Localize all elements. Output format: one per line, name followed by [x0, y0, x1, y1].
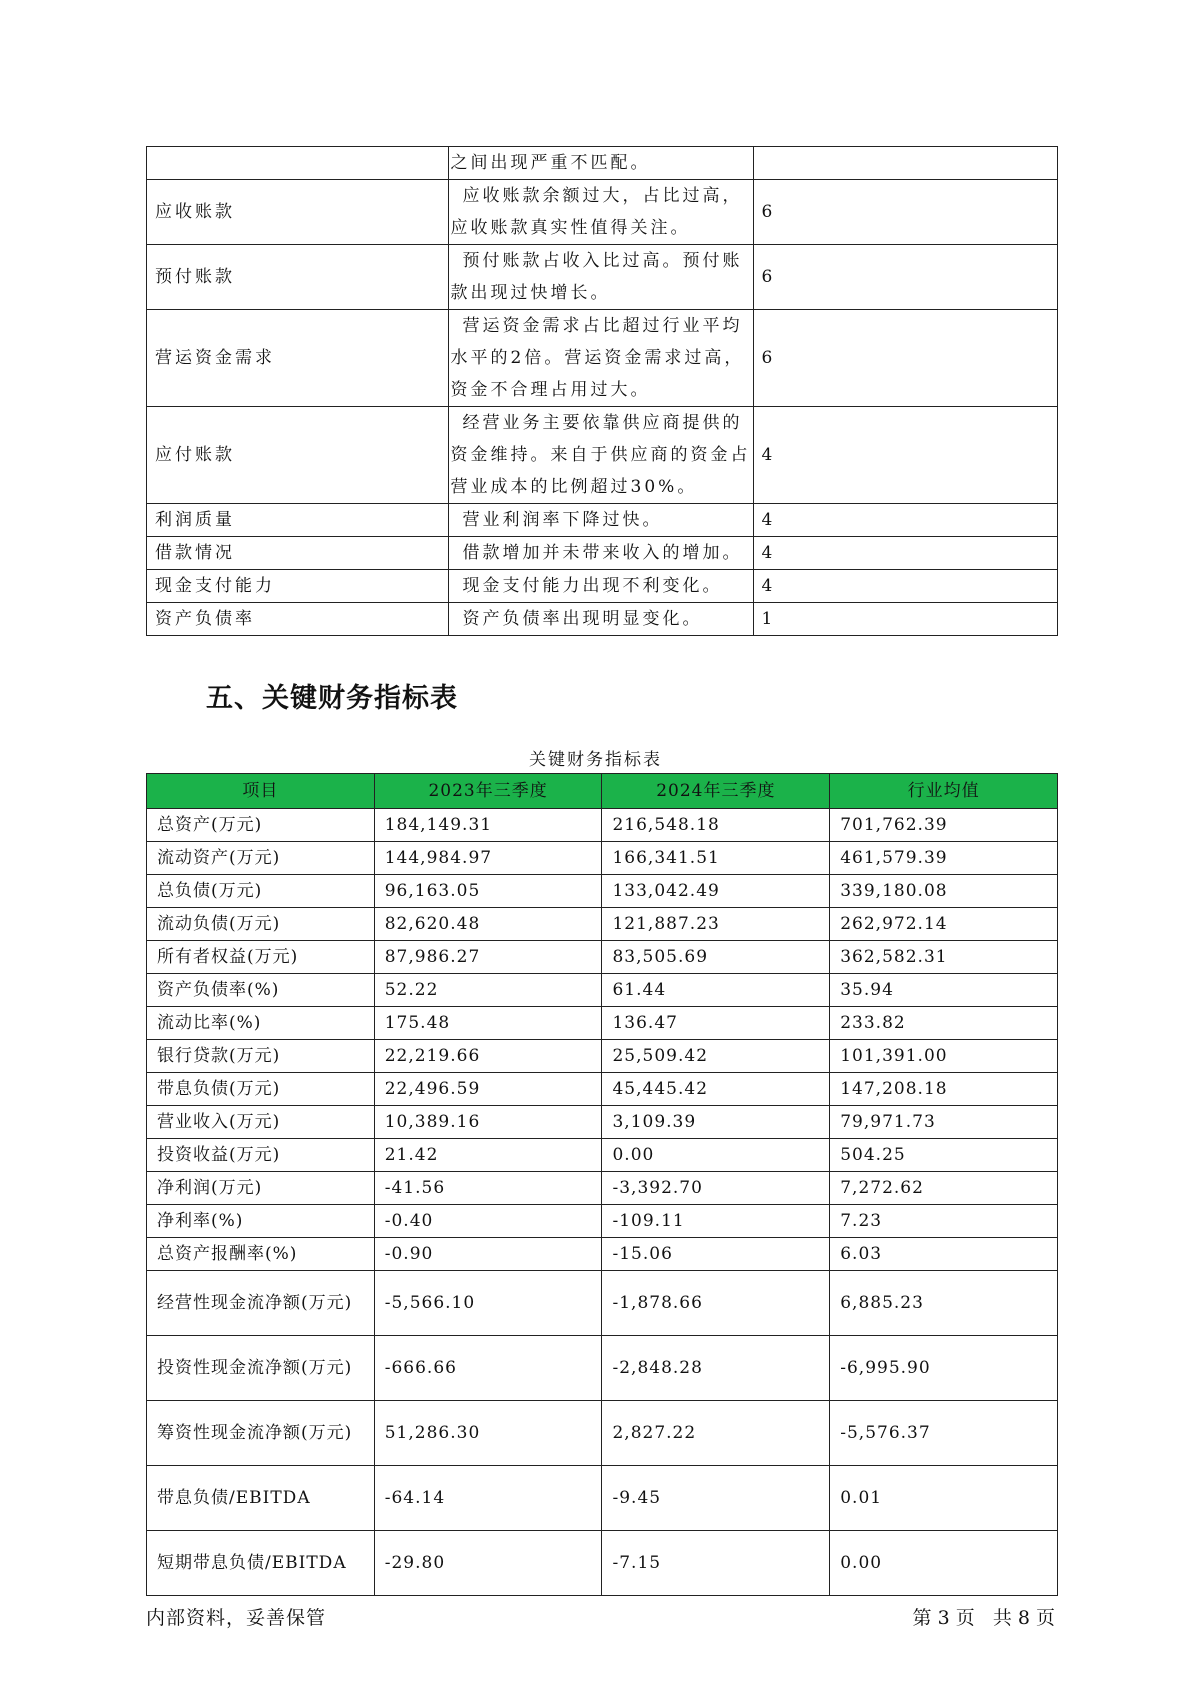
table-row	[147, 809, 1058, 842]
industry-average-cell: 35.94	[830, 974, 1058, 1007]
indicator-name-cell: 总资产(万元)	[147, 809, 375, 842]
value-2024q3-cell: 136.47	[602, 1007, 830, 1040]
table-row	[147, 974, 1058, 1007]
description-line: 营业利润率下降过快。	[462, 510, 663, 530]
risk-item-cell	[147, 147, 449, 180]
table-row	[147, 1172, 1058, 1205]
table-row	[147, 570, 1058, 603]
table-row	[147, 310, 1058, 407]
risk-description-cell	[448, 147, 753, 180]
risk-description-cell	[448, 504, 753, 537]
risk-score-cell: 4	[753, 407, 1057, 504]
value-2023q3-cell: 144,984.97	[374, 842, 602, 875]
table-row	[147, 1336, 1058, 1401]
value-2023q3-cell: 175.48	[374, 1007, 602, 1040]
description-line: 款出现过快增长。	[450, 283, 611, 303]
description-line: 借款增加并未带来收入的增加。	[462, 543, 743, 563]
indicator-name-cell: 短期带息负债/EBITDA	[147, 1531, 375, 1596]
industry-average-cell: 461,579.39	[830, 842, 1058, 875]
value-2023q3-cell: 96,163.05	[374, 875, 602, 908]
risk-description-cell	[448, 570, 753, 603]
value-2024q3-cell: -15.06	[602, 1238, 830, 1271]
value-2023q3-cell: -64.14	[374, 1466, 602, 1531]
risk-item-cell: 现金支付能力	[147, 570, 449, 603]
table-row	[147, 1238, 1058, 1271]
indicator-name-cell: 流动资产(万元)	[147, 842, 375, 875]
industry-average-cell: 147,208.18	[830, 1073, 1058, 1106]
header-industry-average: 行业均值	[830, 774, 1058, 809]
risk-item-cell: 借款情况	[147, 537, 449, 570]
table-row	[147, 941, 1058, 974]
footer-page-number: 第 3 页 共 8 页	[912, 1607, 1055, 1629]
industry-average-cell: 101,391.00	[830, 1040, 1058, 1073]
description-line: 资金不合理占用过大。	[450, 380, 651, 400]
value-2023q3-cell: 184,149.31	[374, 809, 602, 842]
risk-item-cell: 应收账款	[147, 180, 449, 245]
industry-average-cell: 0.01	[830, 1466, 1058, 1531]
table-row	[147, 1139, 1058, 1172]
risk-table-body	[147, 147, 1058, 636]
indicator-name-cell: 净利率(%)	[147, 1205, 375, 1238]
value-2023q3-cell: 22,496.59	[374, 1073, 602, 1106]
value-2024q3-cell: 216,548.18	[602, 809, 830, 842]
indicator-name-cell: 流动比率(%)	[147, 1007, 375, 1040]
table-row	[147, 603, 1058, 636]
value-2024q3-cell: 25,509.42	[602, 1040, 830, 1073]
table-row	[147, 180, 1058, 245]
indicator-name-cell: 资产负债率(%)	[147, 974, 375, 1007]
section-heading: 五、关键财务指标表	[206, 683, 458, 714]
fin-table-body	[147, 809, 1058, 1596]
description-line: 之间出现严重不匹配。	[450, 153, 651, 173]
risk-item-cell: 资产负债率	[147, 603, 449, 636]
value-2024q3-cell: 0.00	[602, 1139, 830, 1172]
description-line: 资金维持。来自于供应商的资金占	[450, 445, 751, 465]
value-2023q3-cell: 10,389.16	[374, 1106, 602, 1139]
description-line: 水平的2倍。营运资金需求过高，	[450, 348, 745, 368]
table-header-row	[147, 774, 1058, 809]
risk-description-cell	[448, 310, 753, 407]
footer-confidential-note: 内部资料，妥善保管	[146, 1607, 327, 1629]
table-row	[147, 245, 1058, 310]
indicator-name-cell: 营业收入(万元)	[147, 1106, 375, 1139]
table-row	[147, 1040, 1058, 1073]
value-2023q3-cell: 51,286.30	[374, 1401, 602, 1466]
value-2024q3-cell: 3,109.39	[602, 1106, 830, 1139]
risk-description-cell	[448, 407, 753, 504]
value-2024q3-cell: 2,827.22	[602, 1401, 830, 1466]
industry-average-cell: -6,995.90	[830, 1336, 1058, 1401]
risk-item-cell: 利润质量	[147, 504, 449, 537]
risk-score-cell: 4	[753, 537, 1057, 570]
value-2024q3-cell: 133,042.49	[602, 875, 830, 908]
description-line: 资产负债率出现明显变化。	[462, 609, 703, 629]
value-2023q3-cell: 21.42	[374, 1139, 602, 1172]
indicator-name-cell: 流动负债(万元)	[147, 908, 375, 941]
indicator-name-cell: 筹资性现金流净额(万元)	[147, 1401, 375, 1466]
description-line: 营运资金需求占比超过行业平均	[462, 316, 743, 336]
table-row	[147, 504, 1058, 537]
risk-indicator-table	[146, 146, 1058, 636]
table-row	[147, 1106, 1058, 1139]
table-row	[147, 842, 1058, 875]
risk-description-cell	[448, 180, 753, 245]
table-row	[147, 875, 1058, 908]
industry-average-cell: 701,762.39	[830, 809, 1058, 842]
risk-score-cell: 1	[753, 603, 1057, 636]
industry-average-cell: 262,972.14	[830, 908, 1058, 941]
table-row	[147, 1271, 1058, 1336]
table-row	[147, 1466, 1058, 1531]
risk-item-cell: 营运资金需求	[147, 310, 449, 407]
risk-score-cell: 4	[753, 504, 1057, 537]
value-2023q3-cell: -0.40	[374, 1205, 602, 1238]
value-2023q3-cell: -41.56	[374, 1172, 602, 1205]
description-line: 经营业务主要依靠供应商提供的	[462, 413, 743, 433]
header-2023q3: 2023年三季度	[374, 774, 602, 809]
value-2024q3-cell: -9.45	[602, 1466, 830, 1531]
value-2024q3-cell: 121,887.23	[602, 908, 830, 941]
table-row	[147, 1401, 1058, 1466]
risk-description-cell	[448, 603, 753, 636]
indicator-name-cell: 总资产报酬率(%)	[147, 1238, 375, 1271]
risk-item-cell: 应付账款	[147, 407, 449, 504]
table-row	[147, 537, 1058, 570]
industry-average-cell: 362,582.31	[830, 941, 1058, 974]
value-2023q3-cell: -666.66	[374, 1336, 602, 1401]
risk-score-cell: 6	[753, 180, 1057, 245]
value-2024q3-cell: -1,878.66	[602, 1271, 830, 1336]
indicator-name-cell: 总负债(万元)	[147, 875, 375, 908]
indicator-name-cell: 投资性现金流净额(万元)	[147, 1336, 375, 1401]
industry-average-cell: 504.25	[830, 1139, 1058, 1172]
indicator-name-cell: 净利润(万元)	[147, 1172, 375, 1205]
header-item: 项目	[147, 774, 375, 809]
value-2023q3-cell: 87,986.27	[374, 941, 602, 974]
description-line: 应收账款真实性值得关注。	[450, 218, 691, 238]
value-2024q3-cell: -109.11	[602, 1205, 830, 1238]
indicator-name-cell: 所有者权益(万元)	[147, 941, 375, 974]
header-2024q3: 2024年三季度	[602, 774, 830, 809]
value-2024q3-cell: 83,505.69	[602, 941, 830, 974]
description-line: 现金支付能力出现不利变化。	[462, 576, 723, 596]
table-row	[147, 1205, 1058, 1238]
table-row	[147, 147, 1058, 180]
table-row	[147, 1007, 1058, 1040]
description-line: 营业成本的比例超过30%。	[450, 477, 698, 497]
table-row	[147, 1073, 1058, 1106]
value-2024q3-cell: 166,341.51	[602, 842, 830, 875]
risk-description-cell	[448, 245, 753, 310]
industry-average-cell: 79,971.73	[830, 1106, 1058, 1139]
key-financial-indicators-table	[146, 773, 1058, 1596]
risk-score-cell: 6	[753, 310, 1057, 407]
industry-average-cell: 6.03	[830, 1238, 1058, 1271]
value-2024q3-cell: 61.44	[602, 974, 830, 1007]
industry-average-cell: 7,272.62	[830, 1172, 1058, 1205]
value-2023q3-cell: 52.22	[374, 974, 602, 1007]
indicator-name-cell: 投资收益(万元)	[147, 1139, 375, 1172]
indicator-name-cell: 带息负债/EBITDA	[147, 1466, 375, 1531]
industry-average-cell: 6,885.23	[830, 1271, 1058, 1336]
risk-score-cell: 4	[753, 570, 1057, 603]
risk-score-cell	[753, 147, 1057, 180]
risk-description-cell	[448, 537, 753, 570]
indicator-name-cell: 带息负债(万元)	[147, 1073, 375, 1106]
table-caption: 关键财务指标表	[529, 750, 662, 770]
description-line: 应收账款余额过大，占比过高，	[462, 186, 743, 206]
industry-average-cell: 0.00	[830, 1531, 1058, 1596]
industry-average-cell: 339,180.08	[830, 875, 1058, 908]
value-2024q3-cell: -3,392.70	[602, 1172, 830, 1205]
industry-average-cell: -5,576.37	[830, 1401, 1058, 1466]
description-line: 预付账款占收入比过高。预付账	[462, 251, 743, 271]
value-2024q3-cell: -2,848.28	[602, 1336, 830, 1401]
value-2023q3-cell: 82,620.48	[374, 908, 602, 941]
industry-average-cell: 233.82	[830, 1007, 1058, 1040]
table-row	[147, 407, 1058, 504]
value-2023q3-cell: -5,566.10	[374, 1271, 602, 1336]
value-2023q3-cell: -0.90	[374, 1238, 602, 1271]
value-2023q3-cell: 22,219.66	[374, 1040, 602, 1073]
table-row	[147, 908, 1058, 941]
value-2023q3-cell: -29.80	[374, 1531, 602, 1596]
value-2024q3-cell: -7.15	[602, 1531, 830, 1596]
industry-average-cell: 7.23	[830, 1205, 1058, 1238]
risk-score-cell: 6	[753, 245, 1057, 310]
table-row	[147, 1531, 1058, 1596]
value-2024q3-cell: 45,445.42	[602, 1073, 830, 1106]
indicator-name-cell: 银行贷款(万元)	[147, 1040, 375, 1073]
indicator-name-cell: 经营性现金流净额(万元)	[147, 1271, 375, 1336]
risk-item-cell: 预付账款	[147, 245, 449, 310]
